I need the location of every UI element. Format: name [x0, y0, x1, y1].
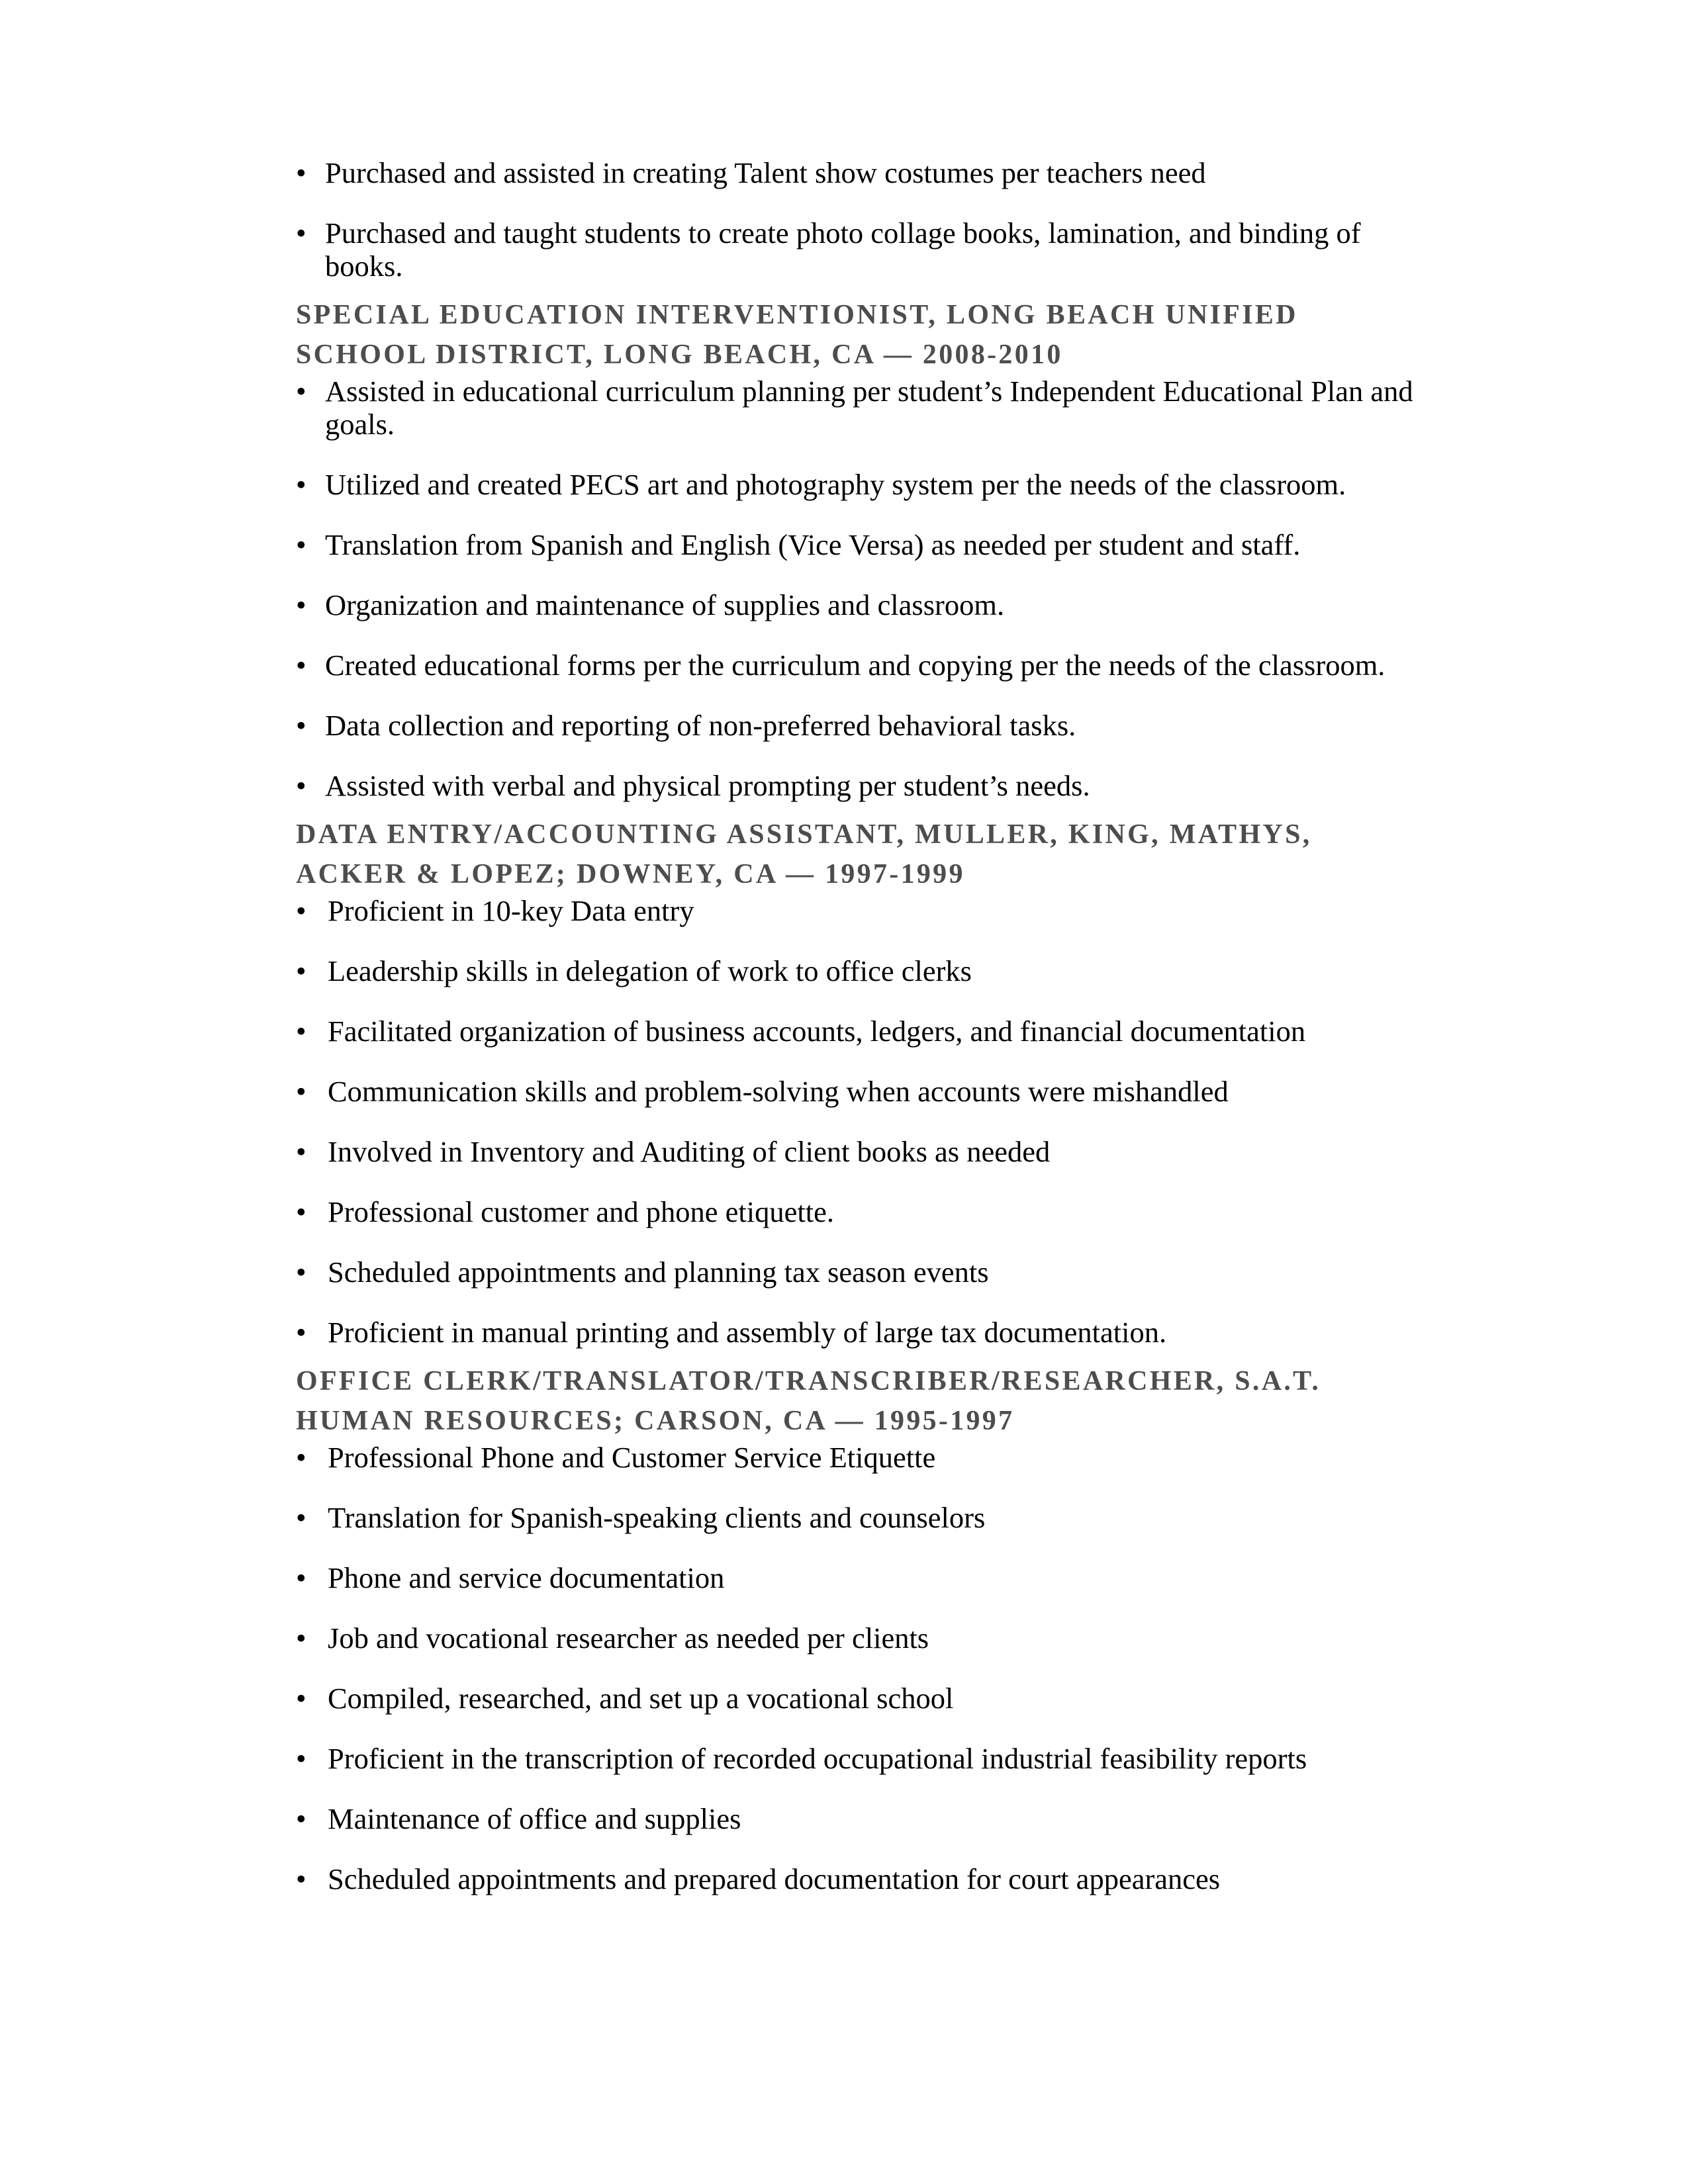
- bullet-icon: •: [296, 1561, 306, 1594]
- job-heading-line-2: ACKER & LOPEZ; DOWNEY, CA — 1997-1999: [296, 859, 965, 889]
- bullet-text: Involved in Inventory and Auditing of client books as needed: [328, 1135, 1051, 1168]
- bullet-text: Professional customer and phone etiquette.: [328, 1195, 834, 1228]
- job-bullets: [296, 1441, 1421, 1895]
- bullet-text: Utilized and created PECS art and photography system per the needs of the classroom.: [325, 468, 1346, 501]
- bullet-icon: •: [296, 709, 306, 742]
- bullet-text: Purchased and assisted in creating Talent show costumes per teachers need: [325, 156, 1206, 189]
- bullet-text: Assisted in educational curriculum planning per student’s Independent Educational Plan and goals.: [325, 375, 1413, 441]
- bullet-item: [296, 769, 1421, 802]
- bullet-item: [296, 709, 1421, 742]
- bullet-item: [296, 1135, 1421, 1168]
- bullet-icon: •: [296, 1316, 306, 1349]
- bullet-item: [296, 216, 1421, 283]
- bullet-icon: •: [296, 1255, 306, 1289]
- bullet-text: Proficient in the transcription of recorded occupational industrial feasibility reports: [328, 1742, 1307, 1775]
- bullet-text: Purchased and taught students to create photo collage books, lamination, and binding of books.: [325, 216, 1361, 283]
- bullet-icon: •: [296, 156, 306, 189]
- bullet-icon: •: [296, 1075, 306, 1108]
- experience-sections: [296, 295, 1421, 1895]
- bullet-item: [296, 1075, 1421, 1108]
- job-heading: [296, 1361, 1421, 1441]
- bullet-text: Compiled, researched, and set up a vocational school: [328, 1682, 954, 1715]
- bullet-item: [296, 1802, 1421, 1835]
- bullet-text: Proficient in manual printing and assembly of large tax documentation.: [328, 1316, 1167, 1349]
- bullet-text: Leadership skills in delegation of work to office clerks: [328, 954, 972, 987]
- bullet-text: Communication skills and problem-solving when accounts were mishandled: [328, 1075, 1229, 1108]
- bullet-item: [296, 894, 1421, 927]
- bullet-item: [296, 468, 1421, 501]
- job-heading-line-1: SPECIAL EDUCATION INTERVENTIONIST, LONG BEACH UNIFIED: [296, 300, 1298, 330]
- bullet-item: [296, 1316, 1421, 1349]
- bullet-item: [296, 1561, 1421, 1594]
- bullet-text: Proficient in 10-key Data entry: [328, 894, 694, 927]
- job-heading: [296, 815, 1421, 894]
- bullet-text: Job and vocational researcher as needed per clients: [328, 1621, 929, 1655]
- bullet-text: Facilitated organization of business accounts, ledgers, and financial documentation: [328, 1015, 1306, 1048]
- bullet-item: [296, 1015, 1421, 1048]
- bullet-text: Scheduled appointments and prepared documentation for court appearances: [328, 1862, 1221, 1895]
- bullet-icon: •: [296, 894, 306, 927]
- job-section: [296, 1361, 1421, 1895]
- bullet-icon: •: [296, 769, 306, 802]
- job-section: [296, 295, 1421, 802]
- bullet-icon: •: [296, 1742, 306, 1775]
- job-heading-line-2: HUMAN RESOURCES; CARSON, CA — 1995-1997: [296, 1406, 1015, 1436]
- bullet-icon: •: [296, 1195, 306, 1228]
- bullet-text: Scheduled appointments and planning tax season events: [328, 1255, 989, 1289]
- job-section: [296, 815, 1421, 1349]
- bullet-item: [296, 588, 1421, 621]
- bullet-icon: •: [296, 1802, 306, 1835]
- bullet-icon: •: [296, 1135, 306, 1168]
- bullet-icon: •: [296, 528, 306, 561]
- bullet-item: [296, 156, 1421, 189]
- bullet-icon: •: [296, 649, 306, 682]
- bullet-item: [296, 375, 1421, 441]
- bullet-item: [296, 1255, 1421, 1289]
- bullet-icon: •: [296, 468, 306, 501]
- bullet-item: [296, 1501, 1421, 1534]
- bullet-text: Professional Phone and Customer Service Etiquette: [328, 1441, 936, 1474]
- bullet-icon: •: [296, 1441, 306, 1474]
- bullet-item: [296, 528, 1421, 561]
- bullet-item: [296, 649, 1421, 682]
- bullet-text: Phone and service documentation: [328, 1561, 725, 1594]
- bullet-item: [296, 954, 1421, 987]
- bullet-icon: •: [296, 375, 306, 408]
- bullet-icon: •: [296, 588, 306, 621]
- bullet-icon: •: [296, 1501, 306, 1534]
- job-heading-line-1: OFFICE CLERK/TRANSLATOR/TRANSCRIBER/RESEARCHER, S.A.T.: [296, 1366, 1321, 1396]
- bullet-item: [296, 1441, 1421, 1474]
- bullet-text: Data collection and reporting of non-preferred behavioral tasks.: [325, 709, 1076, 742]
- bullet-item: [296, 1621, 1421, 1655]
- previous-job-bullets: [296, 156, 1421, 283]
- bullet-item: [296, 1862, 1421, 1895]
- resume-page: [296, 156, 1421, 1923]
- bullet-text: Translation for Spanish-speaking clients and counselors: [328, 1501, 986, 1534]
- bullet-item: [296, 1195, 1421, 1228]
- bullet-icon: •: [296, 1862, 306, 1895]
- bullet-icon: •: [296, 1015, 306, 1048]
- bullet-icon: •: [296, 1621, 306, 1655]
- job-heading-line-1: DATA ENTRY/ACCOUNTING ASSISTANT, MULLER, KING, MATHYS,: [296, 819, 1312, 850]
- job-bullets: [296, 375, 1421, 802]
- bullet-text: Organization and maintenance of supplies and classroom.: [325, 588, 1005, 621]
- bullet-icon: •: [296, 954, 306, 987]
- job-bullets: [296, 894, 1421, 1349]
- bullet-text: Created educational forms per the curriculum and copying per the needs of the classroom.: [325, 649, 1385, 682]
- job-heading: [296, 295, 1421, 375]
- bullet-icon: •: [296, 1682, 306, 1715]
- bullet-item: [296, 1682, 1421, 1715]
- bullet-text: Assisted with verbal and physical prompting per student’s needs.: [325, 769, 1090, 802]
- bullet-text: Translation from Spanish and English (Vice Versa) as needed per student and staff.: [325, 528, 1301, 561]
- job-heading-line-2: SCHOOL DISTRICT, LONG BEACH, CA — 2008-2010: [296, 340, 1063, 370]
- bullet-item: [296, 1742, 1421, 1775]
- bullet-text: Maintenance of office and supplies: [328, 1802, 741, 1835]
- bullet-icon: •: [296, 216, 306, 250]
